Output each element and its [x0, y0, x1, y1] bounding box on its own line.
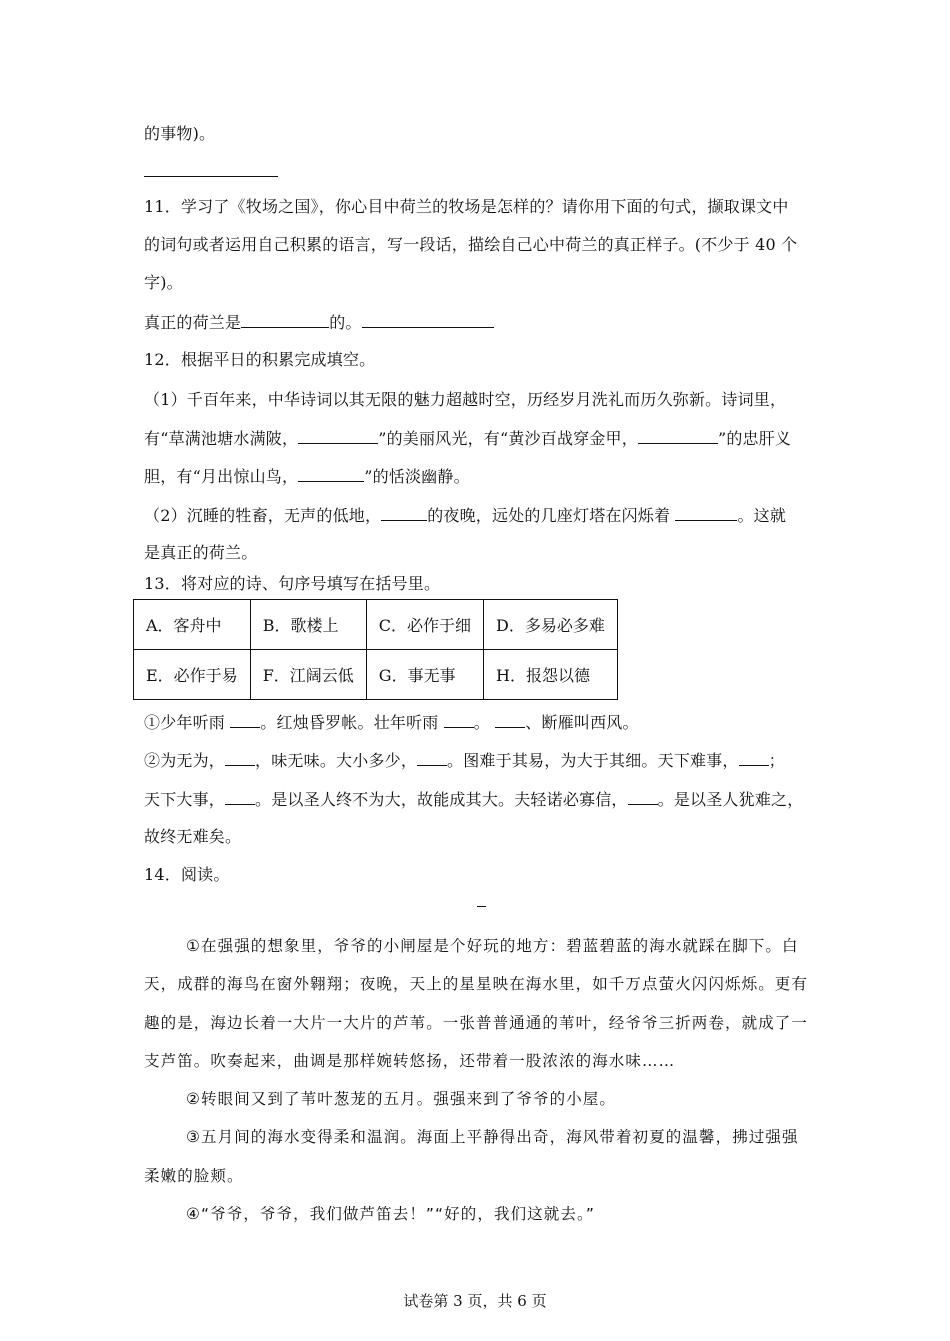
q11-line-2: 的词句或者运用自己积累的语言，写一段话，描绘自己心中荷兰的真正样子。(不少于 40 个	[144, 235, 798, 254]
q13-sentence-2-line-2	[144, 789, 803, 810]
q13-sentence-2-line-3: 故终无难矣。	[144, 827, 242, 846]
option-a: A．客舟中	[134, 600, 251, 650]
q12-blank-2[interactable]	[638, 428, 718, 444]
q12-blank-4[interactable]	[381, 505, 427, 521]
passage-p3-line-2: 柔嫩的脸颊。	[144, 1167, 244, 1185]
q13-text: 。是以圣人犹难之，	[657, 790, 804, 809]
q11-template-start: 真正的荷兰是	[144, 313, 242, 332]
q12-text: ”的美丽风光，有“黄沙百战穿金甲，	[378, 429, 638, 448]
q12-p1-line-1: （1）千百年来，中华诗词以其无限的魅力超越时空，历经岁月洗礼而历久弥新。诗词里，	[144, 390, 787, 409]
q13-text: 、断雁叫西风。	[525, 713, 639, 732]
q13-blank-1[interactable]	[230, 712, 260, 728]
q11-template-end: 的。	[329, 313, 362, 332]
continuation-text: 的事物)。	[144, 124, 216, 143]
q13-options-table	[133, 599, 618, 700]
q12-blank-1[interactable]	[298, 428, 378, 444]
option-g: G．事无事	[366, 650, 483, 700]
q12-text: 的夜晚，远处的几座灯塔在闪烁着	[427, 506, 676, 525]
q13-text: 。是以圣人终不为大，故能成其大。夫轻诺必寡信，	[255, 790, 628, 809]
q13-text: 天下大事，	[144, 790, 226, 809]
option-e: E．必作于易	[134, 650, 251, 700]
option-d: D．多易必多难	[484, 600, 618, 650]
q12-text: 有“草满池塘水满陂，	[144, 429, 299, 448]
q13-blank-5[interactable]	[417, 750, 447, 766]
option-h: H．报怨以德	[484, 650, 618, 700]
q13-text: ①少年听雨	[144, 713, 231, 732]
q13-text: 。图难于其易，为大于其细。天下难事，	[447, 751, 739, 770]
q13-text: ②为无为，	[144, 751, 226, 770]
q13-sentence-1	[144, 712, 639, 733]
q13-blank-6[interactable]	[739, 750, 769, 766]
q12-p1-line-2	[144, 428, 791, 449]
options-row	[134, 600, 618, 650]
q13-text: 。	[473, 713, 496, 732]
q12-text: （2）沉睡的牲畜，无声的低地，	[144, 506, 382, 525]
q13-sentence-2-line-1	[144, 750, 785, 771]
q13-title: 13．将对应的诗、句序号填写在括号里。	[144, 574, 441, 593]
q12-blank-5[interactable]	[675, 505, 737, 521]
option-c: C．必作于细	[366, 600, 483, 650]
answer-line	[144, 176, 278, 177]
q14-title: 14．阅读。	[144, 865, 230, 884]
q12-p1-line-3	[144, 466, 470, 487]
q11-line-3: 字)。	[144, 273, 183, 292]
q12-title: 12．根据平日的积累完成填空。	[144, 350, 376, 369]
option-f: F．江阔云低	[250, 650, 366, 700]
q13-blank-7[interactable]	[225, 789, 255, 805]
q13-text: 。红烛昏罗帐。壮年听雨	[260, 713, 444, 732]
q13-blank-8[interactable]	[628, 789, 658, 805]
q13-blank-3[interactable]	[495, 712, 525, 728]
passage-p4: ④“爷爷，爷爷，我们做芦笛去！”“好的，我们这就去。”	[186, 1205, 595, 1223]
q12-text: ”的恬淡幽静。	[364, 467, 470, 486]
q12-text: ”的忠肝义	[717, 429, 792, 448]
q12-text: 。这就	[737, 506, 787, 525]
q12-p2-line-1	[144, 505, 786, 526]
passage-p3-line-1: ③五月间的海水变得柔和温润。海面上平静得出奇，海风带着初夏的温馨，拂过强强	[186, 1128, 799, 1146]
passage-p1-line-3: 趣的是，海边长着一大片一大片的芦苇。一张普普通通的苇叶，经爷爷三折两卷，就成了一	[144, 1014, 809, 1032]
passage-p1-line-4: 支芦笛。吹奏起来，曲调是那样婉转悠扬，还带着一股浓浓的海水味……	[144, 1052, 676, 1070]
passage-p1-line-1: ①在强强的想象里，爷爷的小闸屋是个好玩的地方：碧蓝碧蓝的海水就踩在脚下。白	[186, 937, 799, 955]
q12-blank-3[interactable]	[298, 466, 364, 482]
passage-p2: ②转眼间又到了苇叶葱茏的五月。强强来到了爷爷的小屋。	[186, 1090, 616, 1108]
q12-p2-line-2: 是真正的荷兰。	[144, 543, 258, 562]
q13-blank-4[interactable]	[225, 750, 255, 766]
page-footer: 试卷第 3 页，共 6 页	[403, 1292, 547, 1310]
q11-line-1: 11．学习了《牧场之国》，你心目中荷兰的牧场是怎样的？请你用下面的句式，撷取课文中	[144, 197, 789, 216]
passage-p1-line-2: 天，成群的海鸟在窗外翱翔；夜晚，天上的星星映在海水里，如千万点萤火闪闪烁烁。更有	[144, 975, 809, 993]
option-b: B．歌楼上	[250, 600, 366, 650]
q11-blank-2[interactable]	[362, 312, 494, 328]
q13-text: ，味无味。大小多少，	[255, 751, 418, 770]
options-row	[134, 650, 618, 700]
q12-text: 胆，有“月出惊山鸟，	[144, 467, 299, 486]
q11-blank-1[interactable]	[241, 312, 329, 328]
q13-blank-2[interactable]	[444, 712, 474, 728]
title-placeholder-mark	[477, 906, 486, 907]
q11-template	[144, 312, 494, 333]
q13-text: ；	[768, 751, 785, 770]
